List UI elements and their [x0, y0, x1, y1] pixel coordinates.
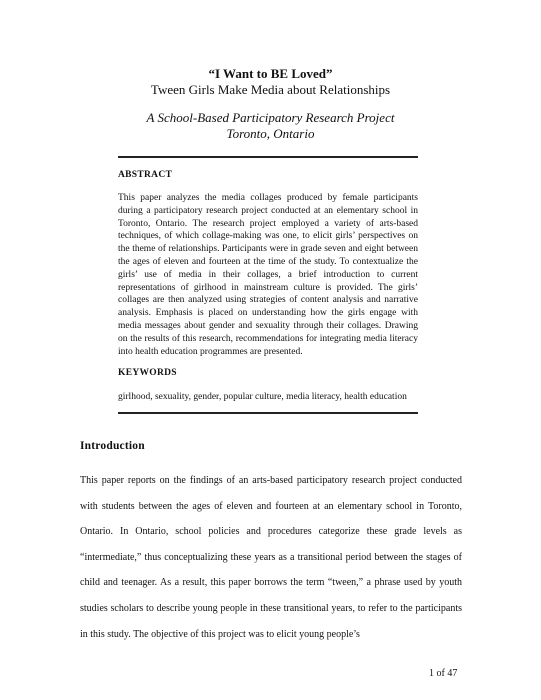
paper-title-subline: Tween Girls Make Media about Relationships	[150, 82, 391, 97]
abstract-text: This paper analyzes the media collages produced by female participants during a participatory research project conducted at an elementary school in Toronto, Ontario. The research project employed a variety of arts-based techniques, of which collage-making was one, to elicit girls’ perspectives on the theme of relationships. Participants were in grade seven and eight between the ages of eleven and fourteen at the time of the study. To contextualize the girls’ use of media in their collages, a brief introduction to current representations of girlhood in mainstream culture is provided. The girls’ collages are then analyzed using strategies of content analysis and narrative analysis. Emphasis is placed on understanding how the girls engage with media messages about gender and sexuality through their collages. Drawing on the results of this research, recommendations for integrating media literacy into health education programmes are presented.	[118, 193, 418, 357]
introduction-heading: Introduction	[80, 440, 145, 452]
paper-subtitle: A School-Based Participatory Research Project	[146, 110, 395, 125]
keywords-heading: KEYWORDS	[118, 368, 177, 378]
abstract-heading: ABSTRACT	[118, 170, 173, 180]
keywords-text: girlhood, sexuality, gender, popular culture, media literacy, health education	[118, 392, 407, 402]
page-number: 1 of 47	[429, 668, 458, 679]
title-block	[0, 66, 541, 142]
paper-location: Toronto, Ontario	[226, 126, 315, 141]
paper-title: “I Want to BE Loved”	[208, 66, 333, 81]
abstract-top-rule	[118, 156, 418, 158]
introduction-text: This paper reports on the findings of an arts-based participatory research project conducted with students between the ages of eleven and fourteen at an elementary school in Toronto, Ontario. In Ontario, school policies and procedures categorize these grade levels as “intermediate,” thus conceptualizing these years as a transitional period between the stages of child and teenager. As a result, this paper borrows the term “tween,” a phrase used by youth studies scholars to describe young people in these transitional years, to refer to the participants in this study. The objective of this project was to elicit young people’s	[80, 475, 462, 640]
abstract-bottom-rule	[118, 412, 418, 414]
